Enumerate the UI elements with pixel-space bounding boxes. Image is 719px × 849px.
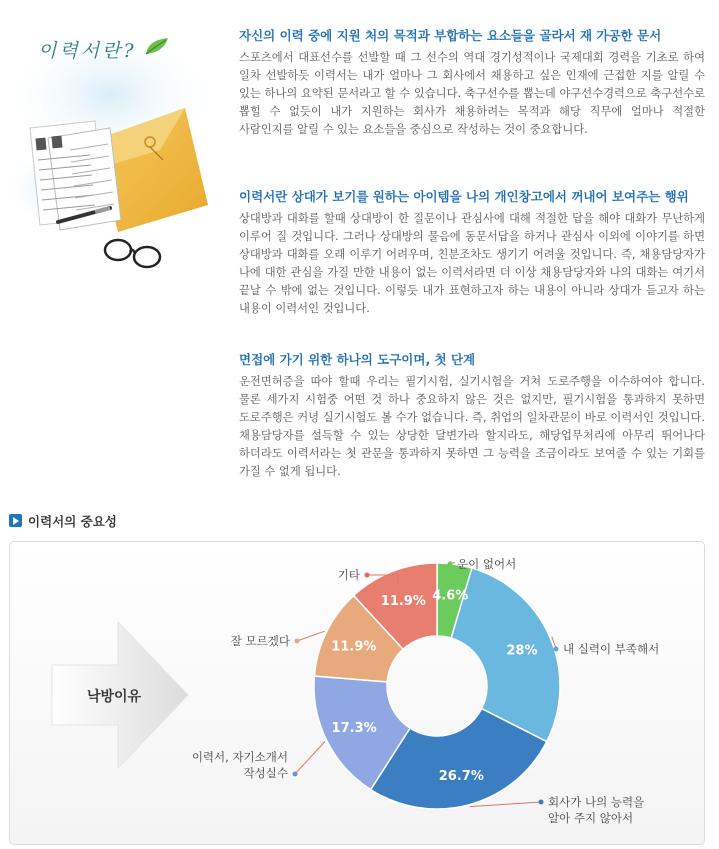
section-first-step (239, 351, 705, 480)
slice-value-label: 11.9% (331, 639, 377, 655)
section-heading: 면접에 가기 위한 하나의 도구이며, 첫 단계 (239, 352, 476, 367)
reason-arrow-label: 낙방이유 (86, 689, 142, 705)
leaf-icon (144, 36, 170, 56)
arrow-bullet-icon (9, 514, 22, 527)
resume-illustration (0, 0, 230, 300)
callout-dot (293, 772, 298, 777)
slice-value-label: 4.6% (432, 588, 469, 604)
section-heading: 이력서란 상대가 보기를 원하는 아이템을 나의 개인창고에서 꺼내어 보여주는 행위 (239, 189, 689, 204)
illustration-title: 이력서란? (38, 40, 137, 62)
callout-line (470, 802, 541, 807)
section-heading: 자신의 이력 중에 지원 처의 목적과 부합하는 요소들을 골라서 재 가공한 문서 (239, 28, 662, 43)
category-label: 이력서, 자기소개서 (191, 750, 288, 764)
resume-papers-icon (30, 121, 121, 230)
slice-value-label: 28% (506, 643, 538, 659)
section-resume-as-showcase (239, 188, 705, 317)
callout-dot (554, 647, 559, 652)
callout-line (295, 741, 325, 774)
section-body: 운전면허증을 따야 할때 우리는 필기시험, 실기시험을 거쳐 도로주행을 이수하여야 합니다. 물론 세가지 시험중 어떤 것 하나 중요하지 않은 것은 없지만, 필기시험을 통과하지 못하면 도로주행은 커녕 실기시험도 볼 수가 없습니다. 즉, 취업의 일차관문이 바로 이력서인 것입니다. 채용담당자를 설득할 수 있는 상당한 달변가라 할지라도, 해당업무처리에 아무리 뛰어나다 하더라도 이력서라는 첫 관문을 통과하지 못하면 그 능력을 조금이라도 보여줄 수 있는 기회를 가질 수 없게 됩니다. (239, 375, 705, 478)
rejection-reasons-chart (9, 541, 705, 845)
callout-line (297, 631, 325, 641)
section-body: 상대방과 대화를 할때 상대방이 한 질문이나 관심사에 대해 적절한 답을 해야 대화가 무난하게 이루어 질 것입니다. 그러나 상대방의 물음에 동문서답을 하거나 관심사 이외에 이야기를 하면 상대방과 대화를 오래 이루기 어려우며, 친분조차도 생기기 어려울 것입니다. 즉, 채용담당자가 나에 대한 관심을 가질 만한 내용이 없는 이력서라면 더 이상 채용담당자와 나의 대화는 여기서 끝날 수 밖에 없는 것입니다. 이렇듯 내가 표현하고자 하는 내용이 아니라 상대가 듣고자 하는 내용이 이력서인 것입니다. (239, 212, 705, 315)
section-body: 스포츠에서 대표선수를 선발할 때 그 선수의 역대 경기성적이나 국제대회 경력을 기초로 하여 일차 선발하듯 이력서는 내가 얼마나 그 회사에서 채용하고 싶은 인재에 근접한 지를 알릴 수 있는 하나의 요약된 문서라고 할 수 있습니다. 축구선수를 뽑는데 야구선수경력으로 축구선수로 뽑힐 수 없듯이 내가 지원하는 회사가 채용하려는 목적과 해당 직무에 얼마나 적절한 사람인지를 알릴 수 있는 요소들을 중심으로 작성하는 것이 중요합니다. (239, 51, 705, 136)
category-label: 운이 없어서 (457, 557, 517, 571)
reason-arrow (52, 622, 188, 768)
category-label: 알아 주지 않아서 (548, 811, 634, 825)
glasses-icon (105, 240, 160, 267)
category-label: 회사가 나의 능력을 (548, 795, 645, 809)
category-label: 기타 (337, 568, 360, 582)
slice-value-label: 26.7% (438, 769, 484, 785)
slice-value-label: 11.9% (380, 593, 426, 609)
callout-dot (365, 573, 370, 578)
callout-dot (539, 800, 544, 805)
importance-title: 이력서의 중요성 (28, 514, 117, 529)
callout-dot (295, 639, 300, 644)
callout-dot (448, 562, 453, 567)
category-label: 잘 모르겠다 (230, 634, 290, 648)
section-resume-definition (239, 27, 705, 139)
category-label: 내 실력이 부족해서 (563, 642, 660, 656)
slice-value-label: 17.3% (331, 721, 377, 737)
category-label: 작성실수 (243, 766, 288, 780)
donut-chart (10, 542, 704, 844)
